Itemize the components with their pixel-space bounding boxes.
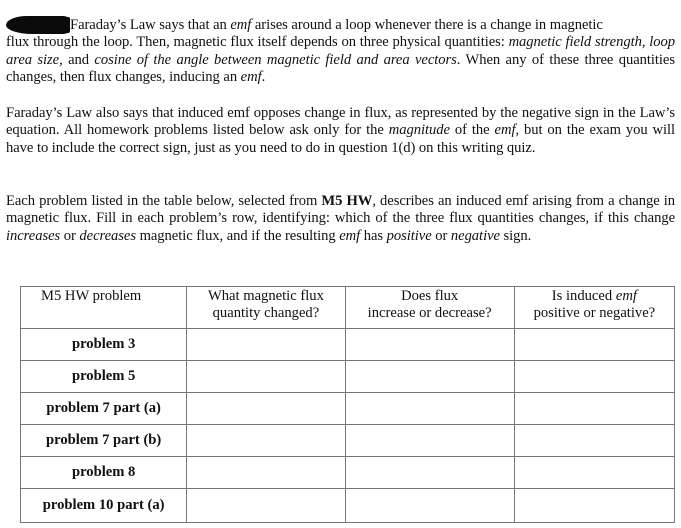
flux-quantity-cell[interactable] — [187, 425, 345, 457]
homework-table — [20, 286, 675, 523]
problem-label: problem 5 — [21, 361, 187, 393]
header-emf-sign: Is induced emf positive or negative? — [514, 287, 674, 329]
problem-label: problem 8 — [21, 457, 187, 489]
header-flux-quantity: What magnetic flux quantity changed? — [187, 287, 345, 329]
table-row — [21, 393, 675, 425]
table-row — [21, 425, 675, 457]
flux-change-cell[interactable] — [345, 425, 514, 457]
emf-sign-cell[interactable] — [514, 489, 674, 523]
flux-quantity-cell[interactable] — [187, 361, 345, 393]
table-row — [21, 457, 675, 489]
header-m5-hw-problem: M5 HW problem — [21, 287, 187, 329]
table-row — [21, 329, 675, 361]
problem-label: problem 10 part (a) — [21, 489, 187, 523]
paragraph-faraday-law-intro: Faraday’s Law says that an emf arises around a loop whenever there is a change in magnetic flux through the loop. Then, magnetic flux itself depends on three physical quantities: magnetic field strength, loop area size, and cosine of the angle between magnetic field and area vectors. When any of these three quantities changes, then flux changes, inducing an emf. — [6, 17, 675, 86]
table-row — [21, 361, 675, 393]
problem-label: problem 3 — [21, 329, 187, 361]
flux-quantity-cell[interactable] — [187, 393, 345, 425]
emf-sign-cell[interactable] — [514, 457, 674, 489]
flux-quantity-cell[interactable] — [187, 489, 345, 523]
emf-sign-cell[interactable] — [514, 393, 674, 425]
emf-sign-cell[interactable] — [514, 425, 674, 457]
flux-change-cell[interactable] — [345, 457, 514, 489]
flux-change-cell[interactable] — [345, 393, 514, 425]
flux-change-cell[interactable] — [345, 329, 514, 361]
emf-sign-cell[interactable] — [514, 361, 674, 393]
flux-change-cell[interactable] — [345, 489, 514, 523]
paragraph-table-instructions: Each problem listed in the table below, selected from M5 HW, describes an induced emf arising from a change in magnetic flux. Fill in each problem’s row, identifying: which of the three flux quantities changes, if this change increases or decreases magnetic flux, and if the resulting emf has positive or negative sign. — [6, 193, 675, 244]
flux-change-cell[interactable] — [345, 361, 514, 393]
problem-label: problem 7 part (b) — [21, 425, 187, 457]
table-header-row — [21, 287, 675, 329]
flux-quantity-cell[interactable] — [187, 457, 345, 489]
paragraph-emf-sign: Faraday’s Law also says that induced emf opposes change in flux, as represented by the negative sign in the Law’s equation. All homework problems listed below ask only for the magnitude of the emf, but on the exam you will have to include the correct sign, just as you need to do in question 1(d) on this writing quiz. — [6, 105, 676, 156]
header-flux-change: Does flux increase or decrease? — [345, 287, 514, 329]
emf-sign-cell[interactable] — [514, 329, 674, 361]
flux-quantity-cell[interactable] — [187, 329, 345, 361]
problem-label: problem 7 part (a) — [21, 393, 187, 425]
table-row — [21, 489, 675, 523]
